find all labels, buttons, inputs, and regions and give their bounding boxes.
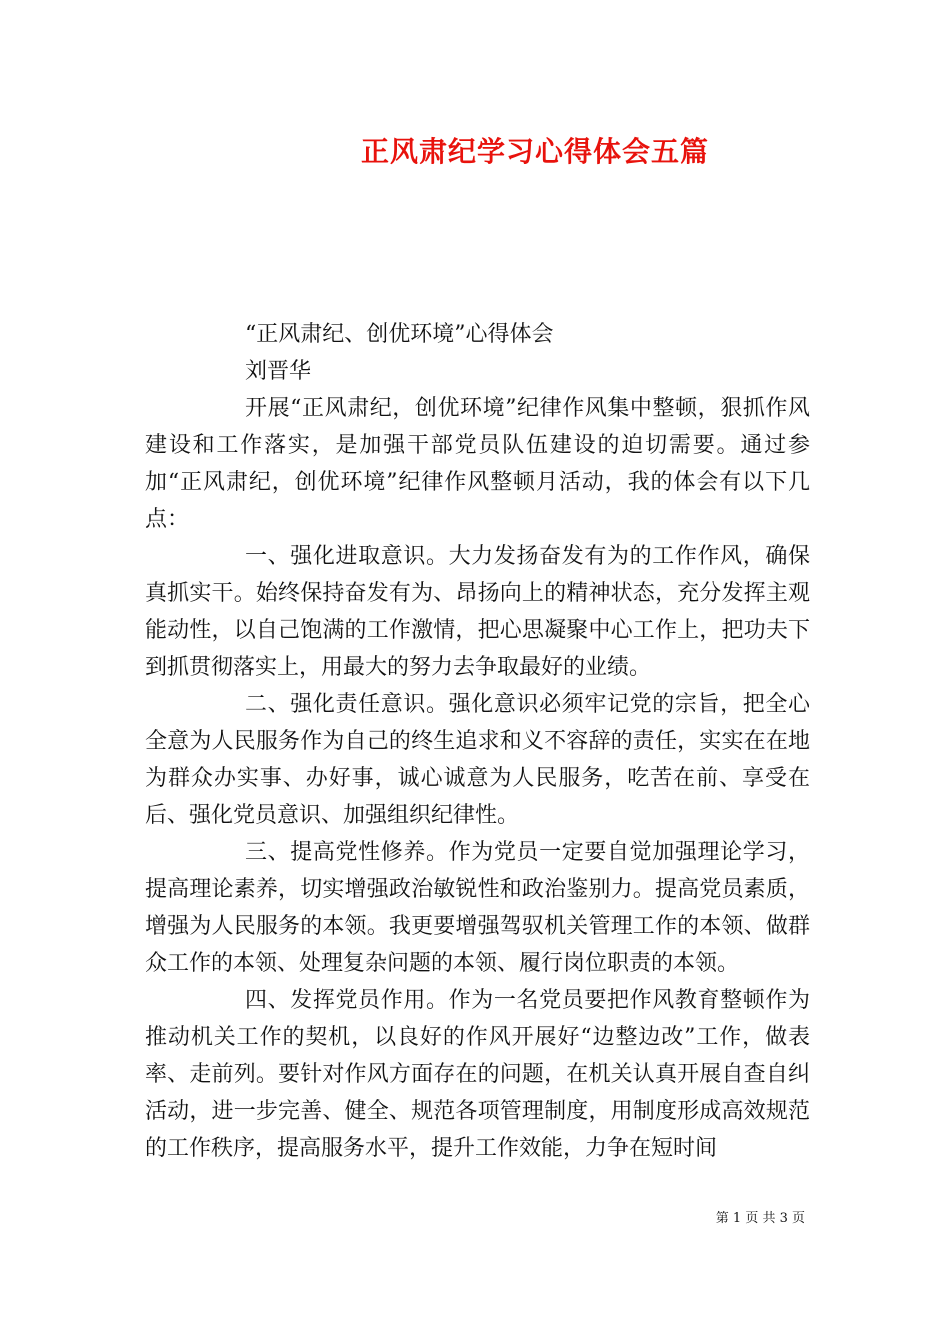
page-number: 第 1 页 共 3 页	[715, 1211, 805, 1226]
paragraph-intro: 开展“正风肃纪，创优环境”纪律作风集中整顿，狠抓作风建设和工作落实，是加强干部党员队伍建设的迫切需要。通过参加“正风肃纪，创优环境”纪律作风整顿月活动，我的体会有以下几点：	[145, 396, 810, 532]
paragraph-point-1: 一、强化进取意识。大力发扬奋发有为的工作作风，确保真抓实干。始终保持奋发有为、昂扬向上的精神状态，充分发挥主观能动性，以自己饱满的工作激情，把心思凝聚中心工作上，把功夫下到抓贯彻落实上，用最大的努力去争取最好的业绩。	[145, 544, 810, 680]
paragraph-point-3: 三、提高党性修养。作为党员一定要自觉加强理论学习，提高理论素养，切实增强政治敏锐性和政治鉴别力。提高党员素质，增强为人民服务的本领。我更要增强驾驭机关管理工作的本领、做群众工作的本领、处理复杂问题的本领、履行岗位职责的本领。	[145, 840, 810, 976]
article-subtitle: “正风肃纪、创优环境”心得体会	[245, 322, 554, 347]
article-author: 刘晋华	[245, 359, 312, 384]
document-title: 正风肃纪学习心得体会五篇	[360, 135, 709, 168]
document-body	[145, 316, 810, 1167]
paragraph-point-2: 二、强化责任意识。强化意识必须牢记党的宗旨，把全心全意为人民服务作为自己的终生追求和义不容辞的责任，实实在在地为群众办实事、办好事，诚心诚意为人民服务，吃苦在前、享受在后、强化党员意识、加强组织纪律性。	[145, 692, 810, 828]
paragraph-point-4: 四、发挥党员作用。作为一名党员要把作风教育整顿作为推动机关工作的契机，以良好的作风开展好“边整边改”工作，做表率、走前列。要针对作风方面存在的问题，在机关认真开展自查自纠活动，进一步完善、健全、规范各项管理制度，用制度形成高效规范的工作秩序，提高服务水平，提升工作效能，力争在短时间	[145, 988, 810, 1161]
